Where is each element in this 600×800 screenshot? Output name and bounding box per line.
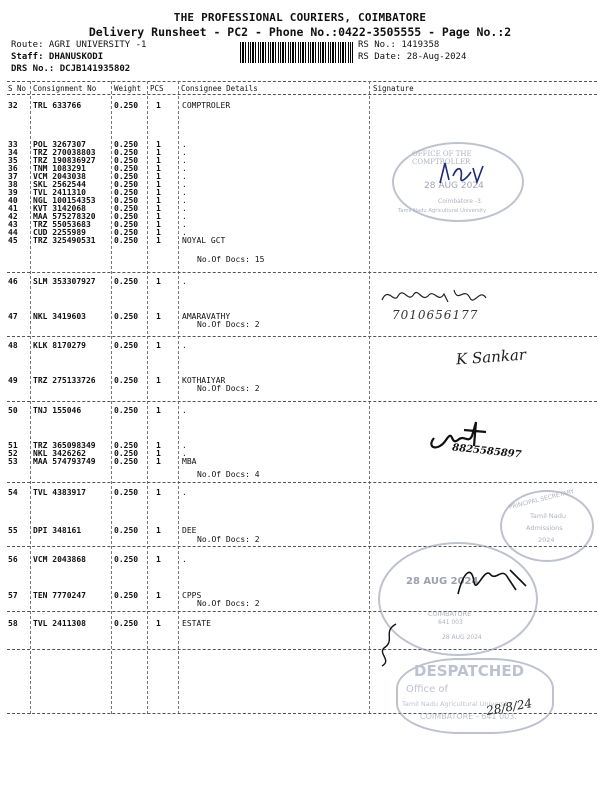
stamp-text: Tamil Nadu [530,512,566,520]
row-weight: 0.250 [114,180,139,189]
row-consignee: . [182,156,187,165]
row-weight: 0.250 [114,619,139,628]
row-consignment-no: POL 3267307 [33,140,86,149]
route-label: Route: AGRI UNIVERSITY -1 [11,40,147,50]
row-sno: 34 [8,148,18,157]
row-consignee: AMARAVATHY [182,312,231,321]
row-consignment-no: TVL 4383917 [33,488,86,497]
group-separator [7,401,597,402]
row-sno: 44 [8,228,18,237]
rs-no-label: RS No.: 1419358 [358,40,440,50]
stamp-text: PRINCIPAL SECRETARY [508,487,575,512]
row-pcs: 1 [156,140,161,149]
row-pcs: 1 [156,196,161,205]
row-consignee: . [182,172,187,181]
drs-label: DRS No.: DCJB141935802 [11,64,131,74]
row-consignee: . [182,140,187,149]
row-consignee: . [182,228,187,237]
row-consignment-no: TVL 2411308 [33,619,86,628]
row-sno: 38 [8,180,18,189]
row-consignee: . [182,148,187,157]
comptroller-signature [435,158,495,188]
staff-label: Staff: DHANUSKODI [11,52,104,62]
row-consignment-no: TRZ 365098349 [33,441,96,450]
row-consignment-no: MAA 574793749 [33,457,96,466]
doc-count: No.Of Docs: 2 [197,599,260,608]
row-pcs: 1 [156,212,161,221]
group-separator [7,649,597,650]
row-weight: 0.250 [114,148,139,157]
row-pcs: 1 [156,172,161,181]
row-sno: 48 [8,341,18,350]
row-sno: 37 [8,172,18,181]
stamp-text: Coimbatore -3. [438,198,483,205]
row-pcs: 1 [156,406,161,415]
group-separator [7,336,597,337]
col-header-weight: Weight [114,84,142,93]
rs-date-label: RS Date: 28-Aug-2024 [358,52,467,62]
row-pcs: 1 [156,156,161,165]
row-weight: 0.250 [114,591,139,600]
row-sno: 57 [8,591,18,600]
table-header-rule [7,94,597,95]
row-pcs: 1 [156,101,161,110]
row-weight: 0.250 [114,196,139,205]
row-consignment-no: SLM 353307927 [33,277,96,286]
row-pcs: 1 [156,148,161,157]
row-consignment-no: TEN 7770247 [33,591,86,600]
stamp-date: 28 AUG 2024 [424,181,484,191]
row-consignment-no: SKL 2562544 [33,180,86,189]
noyal-handwritten-phone: 7010656177 [392,308,479,322]
col-header-consignment: Consignment No [33,84,97,93]
row-consignee: . [182,449,187,458]
row-consignee: DEE [182,526,197,535]
stamp-text: DESPATCHED [414,662,525,680]
noyal-signature [378,282,498,308]
row-consignee: . [182,212,187,221]
runsheet-title: Delivery Runsheet - PC2 - Phone No.:0422-3505555 - Page No.:2 [88,25,512,39]
col-divider [30,81,31,714]
row-sno: 40 [8,196,18,205]
dee-signature [450,560,530,600]
row-consignee: NOYAL GCT [182,236,226,245]
row-weight: 0.250 [114,188,139,197]
row-consignment-no: MAA 575278320 [33,212,96,221]
row-pcs: 1 [156,220,161,229]
row-consignee: ESTATE [182,619,211,628]
row-sno: 32 [8,101,18,110]
row-consignee: . [182,180,187,189]
stamp-text: Office of [406,684,449,695]
row-sno: 56 [8,555,18,564]
doc-count: No.Of Docs: 15 [197,255,265,264]
row-weight: 0.250 [114,156,139,165]
stamp-text: 641 003 [438,619,463,626]
row-sno: 45 [8,236,18,245]
row-consignee: . [182,341,187,350]
row-pcs: 1 [156,341,161,350]
principal-stamp [500,487,594,562]
row-consignee: . [182,204,187,213]
stamp-text: 2024 [538,536,555,544]
row-sno: 58 [8,619,18,628]
row-consignment-no: KLK 8170279 [33,341,86,350]
row-sno: 54 [8,488,18,497]
row-sno: 43 [8,220,18,229]
row-pcs: 1 [156,619,161,628]
row-pcs: 1 [156,236,161,245]
row-sno: 35 [8,156,18,165]
row-weight: 0.250 [114,140,139,149]
row-consignee: . [182,188,187,197]
row-weight: 0.250 [114,488,139,497]
row-pcs: 1 [156,488,161,497]
row-consignee: . [182,555,187,564]
row-pcs: 1 [156,591,161,600]
group-separator [7,272,597,273]
row-consignee: . [182,441,187,450]
row-consignee: MBA [182,457,197,466]
row-consignment-no: TNM 1083291 [33,164,86,173]
row-pcs: 1 [156,180,161,189]
row-consignment-no: TRZ 275133726 [33,376,96,385]
stamp-text: Admissions [526,524,563,532]
row-consignee: CPPS [182,591,202,600]
row-consignee: . [182,164,187,173]
amaravathy-signature: K Sankar [455,345,527,369]
row-consignee: COMPTROLER [182,101,231,110]
col-header-pcs: PCS [150,84,164,93]
doc-count: No.Of Docs: 4 [197,470,260,479]
row-consignment-no: TNJ 155046 [33,406,82,415]
side-signature [376,620,402,670]
row-consignment-no: DPI 348161 [33,526,82,535]
row-consignment-no: TRZ 270038803 [33,148,96,157]
col-divider [147,81,148,714]
row-pcs: 1 [156,526,161,535]
despatched-handwritten-date: 28/8/24 [485,696,534,718]
row-sno: 49 [8,376,18,385]
doc-count: No.Of Docs: 2 [197,384,260,393]
col-header-sno: S No [8,84,27,93]
kothaiyar-handwritten-number: 8825585897 [451,442,522,461]
row-pcs: 1 [156,277,161,286]
row-pcs: 1 [156,457,161,466]
row-weight: 0.250 [114,441,139,450]
row-sno: 51 [8,441,18,450]
row-consignment-no: VCM 2043868 [33,555,86,564]
row-pcs: 1 [156,204,161,213]
row-consignment-no: TRZ 325490531 [33,236,96,245]
stamp-text: OFFICE OF THE COMPTROLLER [412,150,472,166]
row-consignment-no: TRZ 55053683 [33,220,91,229]
row-consignment-no: TVL 2411310 [33,188,86,197]
doc-count: No.Of Docs: 2 [197,535,260,544]
row-weight: 0.250 [114,376,139,385]
row-consignment-no: NKL 3419603 [33,312,86,321]
row-consignment-no: CUD 2255989 [33,228,86,237]
row-sno: 39 [8,188,18,197]
row-pcs: 1 [156,441,161,450]
stamp-date: 28 AUG 2024 [442,634,482,641]
row-weight: 0.250 [114,236,139,245]
stamp-text: Tamil Nadu Agricultural University [398,208,487,214]
row-weight: 0.250 [114,228,139,237]
row-sno: 50 [8,406,18,415]
row-consignee: . [182,196,187,205]
row-consignee: . [182,277,187,286]
row-pcs: 1 [156,312,161,321]
table-top-rule [7,81,597,82]
row-weight: 0.250 [114,212,139,221]
row-weight: 0.250 [114,406,139,415]
row-sno: 33 [8,140,18,149]
row-consignment-no: TRL 633766 [33,101,82,110]
row-sno: 55 [8,526,18,535]
row-consignment-no: VCM 2043038 [33,172,86,181]
col-header-signature: Signature [373,84,414,93]
row-consignee: KOTHAIYAR [182,376,226,385]
row-weight: 0.250 [114,220,139,229]
row-weight: 0.250 [114,204,139,213]
row-sno: 36 [8,164,18,173]
row-weight: 0.250 [114,164,139,173]
row-weight: 0.250 [114,341,139,350]
row-consignee: . [182,488,187,497]
row-pcs: 1 [156,555,161,564]
stamp-date: 28 AUG 2024 [406,576,479,587]
group-separator [7,482,597,483]
row-pcs: 1 [156,228,161,237]
col-divider [111,81,112,714]
row-weight: 0.250 [114,449,139,458]
row-sno: 46 [8,277,18,286]
stamp-text: COIMBATORE - 641 003. [420,712,517,721]
col-header-consignee: Consignee Details [181,84,258,93]
row-consignment-no: TRZ 190836927 [33,156,96,165]
row-sno: 42 [8,212,18,221]
row-pcs: 1 [156,449,161,458]
row-weight: 0.250 [114,277,139,286]
row-weight: 0.250 [114,101,139,110]
row-consignment-no: KVT 3142068 [33,204,86,213]
row-weight: 0.250 [114,555,139,564]
row-consignee: . [182,220,187,229]
doc-count: No.Of Docs: 2 [197,320,260,329]
row-weight: 0.250 [114,312,139,321]
barcode [240,42,353,63]
row-weight: 0.250 [114,457,139,466]
row-pcs: 1 [156,376,161,385]
row-consignment-no: NGL 100154353 [33,196,96,205]
row-weight: 0.250 [114,526,139,535]
company-title: THE PROFESSIONAL COURIERS, COIMBATORE [173,11,427,24]
col-divider [369,81,370,714]
row-pcs: 1 [156,188,161,197]
row-sno: 52 [8,449,18,458]
row-consignment-no: NKL 3426262 [33,449,86,458]
row-sno: 47 [8,312,18,321]
row-sno: 53 [8,457,18,466]
row-weight: 0.250 [114,172,139,181]
row-pcs: 1 [156,164,161,173]
row-sno: 41 [8,204,18,213]
stamp-text: Tamil Nadu Agricultural University [402,700,513,708]
col-divider [178,81,179,714]
stamp-text: COIMBATORE [428,610,472,618]
row-consignee: . [182,406,187,415]
